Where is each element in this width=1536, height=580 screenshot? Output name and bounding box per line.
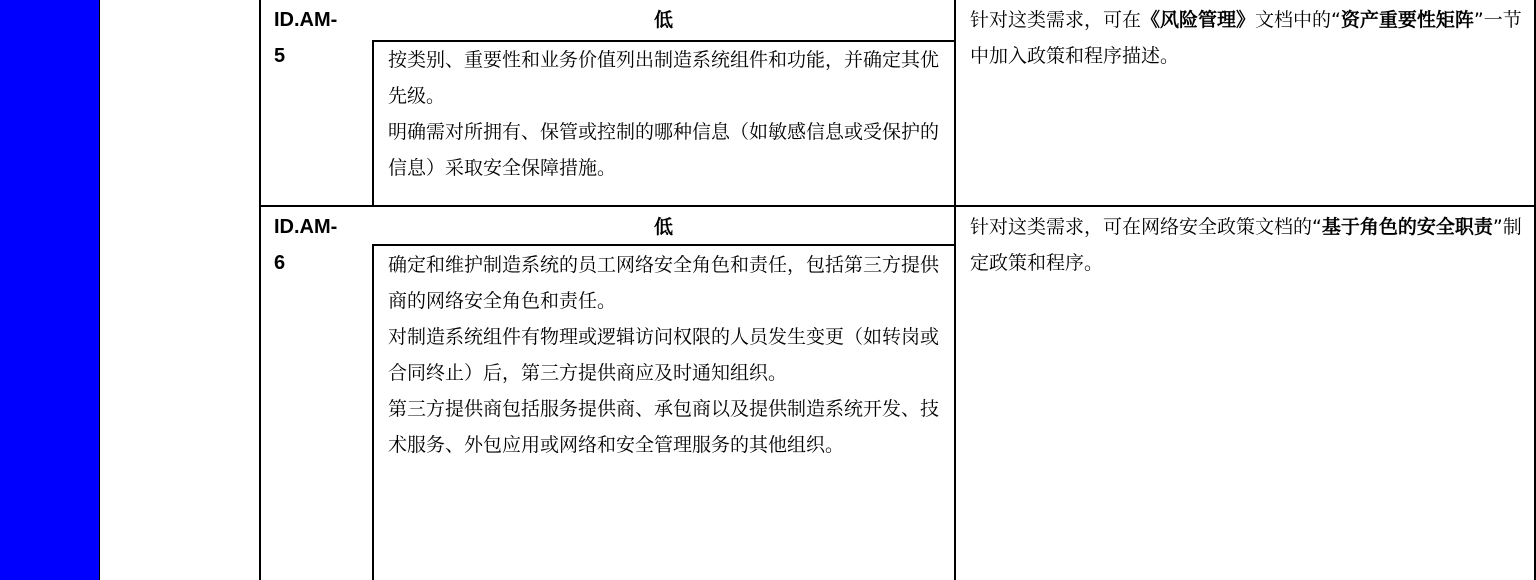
- requirement-id-number: 6: [274, 252, 286, 274]
- table-border-notes: [954, 0, 956, 580]
- note-text: 针对这类需求，可在网络安全政策文档的“: [970, 216, 1322, 238]
- description-paragraph: 确定和维护制造系统的员工网络安全角色和责任，包括第三方提供商的网络安全角色和责任。: [388, 254, 940, 312]
- note-text: ”制定政策和程序。: [970, 216, 1522, 274]
- description-paragraph: 按类别、重要性和业务价值列出制造系统组件和功能，并确定其优先级。: [388, 49, 940, 107]
- requirement-id-cell: [274, 2, 364, 74]
- note-text: ”一节中加入政策和程序描述。: [970, 9, 1522, 67]
- requirement-description: [388, 247, 948, 463]
- row-separator: [259, 205, 1536, 207]
- note-bold-doc-title: 《风险管理》: [1141, 9, 1256, 31]
- implementation-note: [970, 2, 1528, 74]
- description-paragraph: 明确需对所拥有、保管或控制的哪种信息（如敏感信息或受保护的信息）采取安全保障措施。: [388, 121, 940, 179]
- requirement-id-number: 5: [274, 45, 286, 67]
- requirement-id-cell: [274, 209, 364, 281]
- description-paragraph: 对制造系统组件有物理或逻辑访问权限的人员发生变更（如转岗或合同终止）后，第三方提供商应及时通知组织。: [388, 326, 940, 384]
- priority-level: 低: [653, 216, 673, 238]
- implementation-note: [970, 209, 1528, 281]
- table-border-left: [259, 0, 261, 580]
- table-border-desc-row2: [372, 245, 374, 580]
- requirement-id-prefix: ID.AM-: [274, 216, 338, 238]
- note-bold-section: 资产重要性矩阵: [1340, 9, 1474, 31]
- note-bold-section: 基于角色的安全职责: [1321, 216, 1493, 238]
- requirement-description: [388, 42, 948, 186]
- left-blue-margin-bar: [0, 0, 100, 580]
- description-paragraph: 第三方提供商包括服务提供商、承包商以及提供制造系统开发、技术服务、外包应用或网络和安全管理服务的其他组织。: [388, 398, 940, 456]
- requirement-id-prefix: ID.AM-: [274, 9, 338, 31]
- table-border-desc-row1: [372, 41, 374, 207]
- note-text: 文档中的“: [1255, 9, 1341, 31]
- priority-level: 低: [653, 9, 673, 31]
- note-text: 针对这类需求，可在: [970, 9, 1142, 31]
